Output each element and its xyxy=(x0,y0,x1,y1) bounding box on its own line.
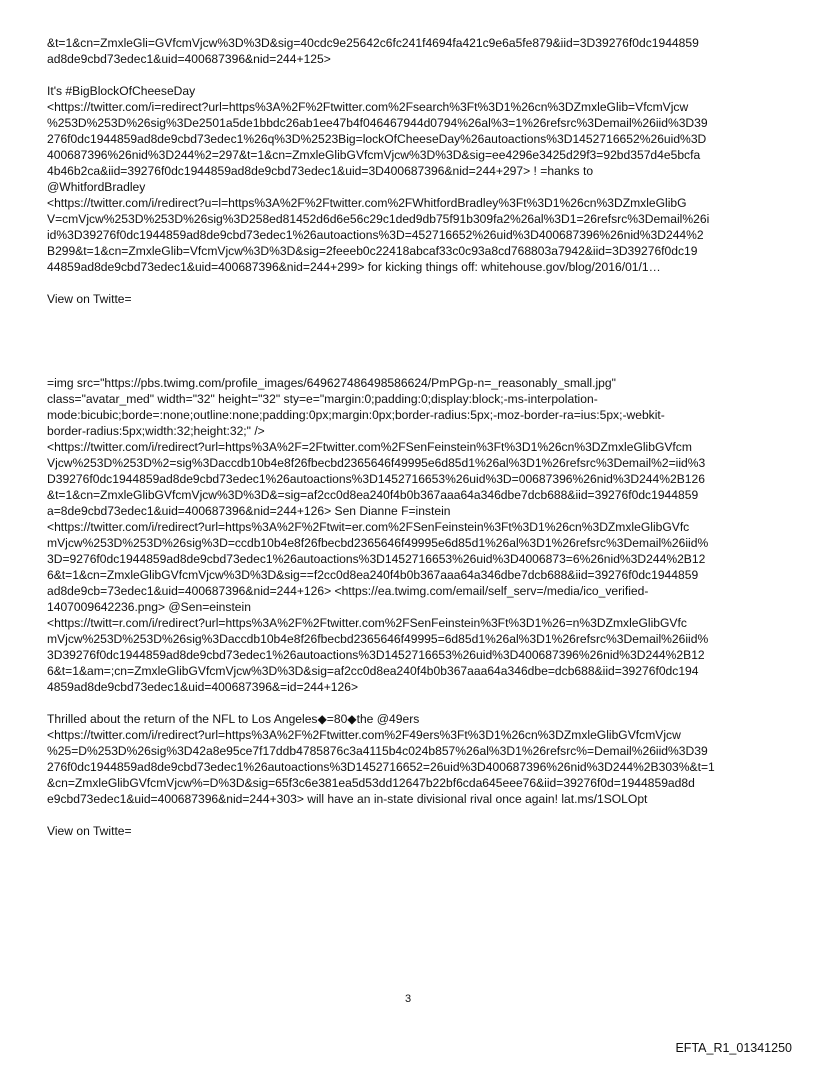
text-block-url-tail: &t=1&cn=ZmxleGli=GVfcmVjcw%3D%3D&sig=40cdc9e25642c6fc241f4694fa421c9e6a5fe879&iid=3D39276f0dc1944859 ad8de9cbd73edec1&uid=400687396&nid=244+125> xyxy=(47,36,699,66)
text-block-feinstein-header: =img src="https://pbs.twimg.com/profile_images/649627486498586624/PmPGp-n=_reasonably_small.jpg" class="avatar_med" width="32" height="32" sty=e="margin:0;padding:0;display:block;-ms-interpolation- mode:bicubic;borde=:none;outline:none;padding:0px;margin:0px;border-radius:5px;-moz-border-ra=ius:5px;-webkit- border-radius:5px;width:32;height:32;" /> <https://twitter.com/i/redirect?url=https%3A%2F=2Ftwitter.com%2FSenFeinstein%3Ft%3D1%26cn%3DZmxleGlibGVfcm Vjcw%253D%253D%2=sig%3Daccdb10b4e8f26fbecbd2365646f49995e6d85d1%26al%3D1%26refsrc%3Demail%2=iid%3 D39276f0dc1944859ad8de9cbd73edec1%26autoactions%3D1452716653%26uid%3D=00687396%26nid%3D244%2B126 &t=1&cn=ZmxleGlibGVfcmVjcw%3D%3D&=sig=af2cc0d8ea240f4b0b367aaa64a346dbe7dcb688&iid=39276f0dc1944859 a=8de9cbd73edec1&uid=400687396&nid=244+126> Sen Dianne F=instein <https://twitter.com/i/redirect?url=https%3A%2F%2Ftwit=er.com%2FSenFeinstein%3Ft%3D1%26cn%3DZmxleGlibGVfc mVjcw%253D%253D%26sig%3D=ccdb10b4e8f26fbecbd2365646f49995e6d85d1%26al%3D1%26refsrc%3Demail%26iid% 3D=9276f0dc1944859ad8de9cbd73edec1%26autoactions%3D1452716653%26uid%3D4006873=6%26nid%3D244%2B12 6&t=1&cn=ZmxleGlibGVfcmVjcw%3D%3D&sig==f2cc0d8ea240f4b0b367aaa64a346dbe7dcb688&iid=39276f0dc1944859 ad8de9cb=73edec1&uid=400687396&nid=244+126> <https://ea.twimg.com/email/self_serv=/media/ico_verified- 1407009642236.png> @Sen=einstein <https://twitt=r.com/i/redirect?url=https%3A%2F%2Ftwitter.com%2FSenFeinstein%3Ft%3D1%26=n%3DZmxleGlibGVfc mVjcw%253D%253D%26sig%3Daccdb10b4e8f26fbecbd2365646f49995=6d85d1%26al%3D1%26refsrc%3Demail%26iid% 3D39276f0dc1944859ad8de9cbd73edec1%26autoactions%3D1452716653%26uid%3D400687396%26nid%3D244%2B12 6&t=1&am=;cn=ZmxleGlibGVfcmVjcw%3D%3D&sig=af2cc0d8ea240f4b0b367aaa64a346dbe=dcb688&iid=39276f0dc194 4859ad8de9cbd73edec1&uid=400687396&=id=244+126> xyxy=(47,376,709,694)
spacer xyxy=(47,275,769,291)
page-number: 3 xyxy=(404,993,412,1005)
view-on-twitter-text: View on Twitte= xyxy=(47,824,132,838)
spacer xyxy=(47,67,769,83)
spacer xyxy=(47,695,769,711)
document-id-stamp: EFTA_R1_01341250 xyxy=(675,1041,792,1055)
spacer xyxy=(47,807,769,823)
view-on-twitter-text: View on Twitte= xyxy=(47,292,132,306)
text-block-tweet-nfl: Thrilled about the return of the NFL to Los Angeles◆=80◆the @49ers <https://twitter.com/i/redirect?url=https%3A%2F%2Ftwitter.com%2F49ers%3Ft%3D1%26cn%3DZmxleGlibGVfcmVjcw %25=D%253D%26sig%3D42a8e95ce7f17ddb4785876c3a4115b4c024b857%26al%3D1%26refsrc%=Demail%26iid%3D39 276f0dc1944859ad8de9cbd73edec1%26autoactions%3D1452716652=26uid%3D400687396%26nid%3D244%2B303%&t=1 &cn=ZmxleGlibGVfcmVjcw%=D%3D&sig=65f3c6e381ea5d53dd12647b22bf6cda645eee76&iid=39276f0d=1944859ad8d e9cbd73edec1&uid=400687396&nid=244+303> will have an in-state divisional rival once again! lat.ms/1SOLOpt xyxy=(47,712,715,806)
email-body xyxy=(47,35,769,839)
text-block-tweet-cheese-day: It's #BigBlockOfCheeseDay <https://twitter.com/i=redirect?url=https%3A%2F%2Ftwitter.com%2Fsearch%3Ft%3D1%26cn%3DZmxleGlib=VfcmVjcw %253D%253D%26sig%3De2501a5de1bbdc26ab1ee47b4f046467944d0794%26al%3=1%26refsrc%3Demail%26iid%3D39 276f0dc1944859ad8de9cbd73edec1%26q%3D%2523Big=lockOfCheeseDay%26autoactions%3D1452716652%26uid%3D 400687396%26nid%3D244%2=297&t=1&cn=ZmxleGlibGVfcmVjcw%3D%3D&sig=ee4296e3425d29f3=92bd357d4e5bcfa 4b46b2ca&iid=39276f0dc1944859ad8de9cbd73edec1&uid=3D400687396&nid=244+297> ! =hanks to @WhitfordBradley <https://twitter.com/i/redirect?u=l=https%3A%2F%2Ftwitter.com%2FWhitfordBradley%3Ft%3D1%26cn%3DZmxleGlibG V=cmVjcw%253D%253D%26sig%3D258ed81452d6d6e56c29c1ded9db75f91b309fa2%26al%3D1=26refsrc%3Demail%26i id%3D39276f0dc1944859ad8de9cbd73edec1%26autoactions%3D=452716652%26uid%3D400687396%26nid%3D244%2 B299&t=1&cn=ZmxleGlib=VfcmVjcw%3D%3D&sig=2feeeb0c22418abcaf33c0c93a8cd768803a7942&iid=3D39276f0dc19 44859ad8de9cbd73edec1&uid=400687396&nid=244+299> for kicking things off: whitehouse.gov/blog/2016/01/1… xyxy=(47,84,710,274)
spacer xyxy=(47,307,769,375)
